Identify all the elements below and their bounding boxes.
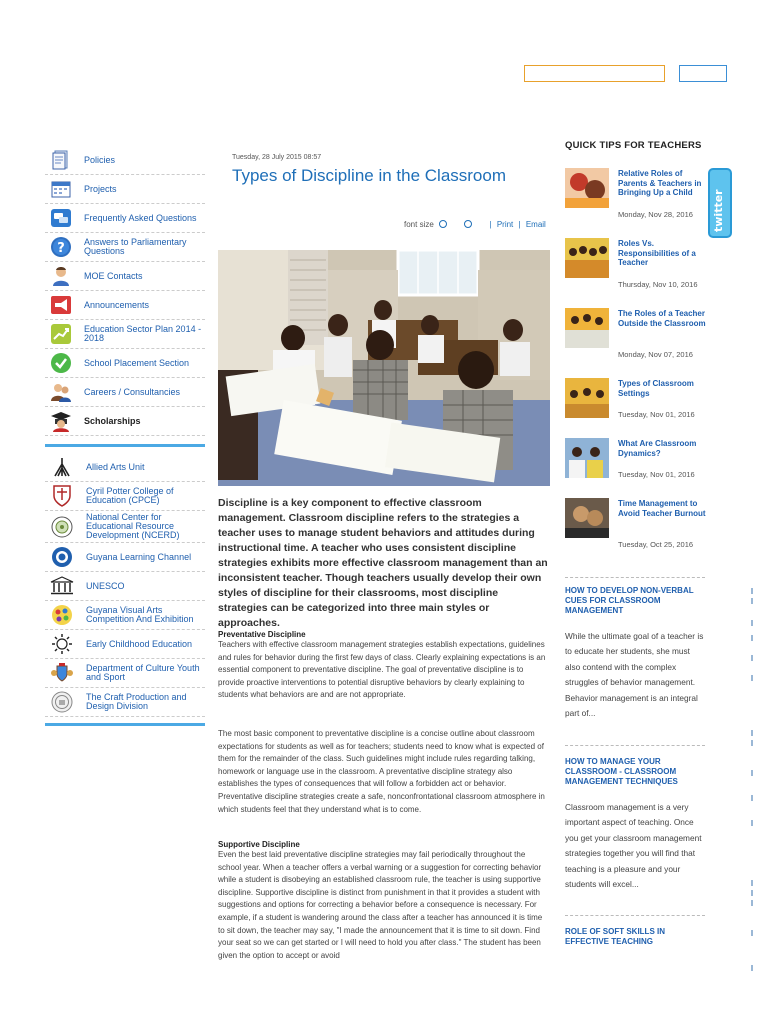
tip-date: Tuesday, Oct 25, 2016 — [618, 540, 694, 549]
unesco-temple-icon — [49, 574, 75, 598]
tip-title[interactable]: The Roles of a Teacher Outside the Classroom — [618, 309, 706, 328]
quick-tip-item[interactable] — [565, 168, 710, 228]
quick-tip-item[interactable] — [565, 438, 710, 498]
twitter-label: twitter — [712, 189, 725, 232]
tip-thumbnail — [565, 438, 609, 478]
sidebar-item-label: Frequently Asked Questions — [84, 212, 197, 223]
related-article — [565, 927, 705, 947]
section-body: Teachers with effective classroom management strategies establish expectations, guidelines and rules for behavior during the first few days of class. Clearly explaining expectations is an essential component to preventative discipline. The goal of preventative discipline is to provide proactive interventions to potential disruptive behaviors by clearly explaining to students what behaviors are and are not appropriate. — [218, 640, 546, 700]
sun-icon — [49, 632, 75, 656]
tip-date: Thursday, Nov 10, 2016 — [618, 280, 698, 289]
left-sidebar — [45, 146, 205, 726]
sidebar-item-scholarships[interactable] — [45, 407, 205, 436]
sidebar-item-label: Answers to Parliamentary Questions — [84, 237, 187, 256]
partner-glc[interactable] — [45, 543, 205, 572]
quick-tip-item[interactable] — [565, 238, 710, 298]
partner-label: Guyana Visual Arts Competition And Exhibition — [86, 605, 194, 624]
checkmark-icon — [49, 351, 73, 375]
sidebar-item-label: MOE Contacts — [84, 270, 143, 281]
twitter-tab[interactable] — [708, 168, 732, 238]
sidebar-divider — [45, 723, 205, 726]
partner-early-childhood[interactable] — [45, 630, 205, 659]
related-article-title[interactable]: HOW TO MANAGE YOUR CLASSROOM - CLASSROOM MANAGEMENT TECHNIQUES — [565, 757, 678, 786]
users-icon — [49, 380, 73, 404]
zoom-out-icon[interactable] — [439, 220, 447, 228]
partner-culture[interactable] — [45, 659, 205, 688]
svg-text:?: ? — [57, 241, 65, 256]
related-article-title[interactable]: HOW TO DEVELOP NON-VERBAL CUES FOR CLASSROOM MANAGEMENT — [565, 586, 694, 615]
search-input[interactable] — [524, 65, 665, 82]
sidebar-item-label: Careers / Consultancies — [84, 386, 181, 397]
partner-label: National Center for Educational Resource Development (NCERD) — [86, 512, 180, 540]
search-button[interactable] — [679, 65, 727, 82]
clipped-column-edge — [748, 580, 768, 1000]
tip-date: Tuesday, Nov 01, 2016 — [618, 470, 695, 479]
related-article — [565, 586, 705, 721]
quick-tip-item[interactable] — [565, 498, 710, 558]
partner-cpce[interactable] — [45, 482, 205, 511]
partner-unesco[interactable] — [45, 572, 205, 601]
sidebar-item-label: Scholarships — [84, 415, 141, 426]
coat-of-arms-icon — [49, 661, 75, 685]
tip-thumbnail — [565, 378, 609, 418]
tip-date: Monday, Nov 28, 2016 — [618, 210, 693, 219]
zoom-in-icon[interactable] — [464, 220, 472, 228]
separator: | — [489, 220, 492, 229]
divider — [565, 577, 705, 578]
sidebar-item-faq[interactable] — [45, 204, 205, 233]
partner-label: Cyril Potter College of Education (CPCE) — [86, 486, 174, 505]
document-icon — [49, 148, 73, 172]
related-article-title[interactable]: ROLE OF SOFT SKILLS IN EFFECTIVE TEACHING — [565, 927, 665, 946]
quick-tip-item[interactable] — [565, 308, 710, 368]
section-heading: Preventative Discipline — [218, 630, 306, 639]
article-section — [218, 728, 550, 816]
quick-tip-item[interactable] — [565, 378, 710, 438]
sidebar-item-parliament[interactable] — [45, 233, 205, 262]
sidebar-item-label: School Placement Section — [84, 357, 190, 368]
partner-label: Allied Arts Unit — [86, 461, 145, 472]
article-tools — [404, 220, 546, 229]
art-competition-icon — [49, 603, 75, 627]
chat-bubbles-icon — [49, 206, 73, 230]
page-title: Types of Discipline in the Classroom — [232, 166, 507, 185]
sidebar-item-policies[interactable] — [45, 146, 205, 175]
tip-thumbnail — [565, 238, 609, 278]
article-section — [218, 630, 550, 702]
separator: | — [518, 220, 521, 229]
partner-ncerd[interactable] — [45, 511, 205, 543]
divider — [565, 915, 705, 916]
sidebar-item-label: Projects — [84, 183, 117, 194]
sidebar-item-label: Policies — [84, 154, 116, 165]
partner-label: The Craft Production and Design Division — [86, 692, 187, 711]
question-icon — [49, 235, 73, 259]
partner-label: Department of Culture Youth and Sport — [86, 663, 200, 682]
tip-thumbnail — [565, 168, 609, 208]
graduate-icon — [49, 409, 73, 433]
allied-arts-logo-icon — [49, 455, 75, 479]
tip-thumbnail — [565, 498, 609, 538]
tip-title[interactable]: What Are Classroom Dynamics? — [618, 439, 697, 458]
megaphone-icon — [49, 293, 73, 317]
font-size-label: font size — [404, 220, 434, 229]
email-link[interactable]: Email — [525, 220, 546, 229]
partner-label: Early Childhood Education — [86, 638, 193, 649]
calendar-icon — [49, 177, 73, 201]
section-body: The most basic component to preventative discipline is a concise outline about classroom expectations for students as well as for teachers; students need to know what is expected of them for the remainder of the class. Such guidelines might include rules regarding talking, homework or language use in the classroom. A preventative discipline strategy also establishes the types of consequences that will follow a forbidden act or behavior. Preventative discipline strategies create a safe, nonconfrontational classroom atmosphere in which students feel that they understand what is to come. — [218, 729, 545, 814]
tip-thumbnail — [565, 308, 609, 348]
related-article-excerpt: Classroom management is a very important aspect of teaching. Once you get your classroom management strategies together you will find that teaching is a pleasure and your students will excel... — [565, 802, 702, 890]
sidebar-item-label: Announcements — [84, 299, 150, 310]
classroom-photo — [218, 250, 550, 486]
related-article — [565, 757, 705, 892]
section-body: Even the best laid preventative discipline strategies may fail periodically throughout the school year. When a teacher offers a verbal warning or a suggestion for correcting behavior while a student is disobeying an established classroom rule, the teacher is using supportive discipline. Supportive discipline is distinct from punishment in that it provides a student with suggestions and options for correcting a behavior before a consequence is necessary. For example, if a student is wandering around the class after a teacher has announced it is time to sit down, the teacher may say, "I made the announcement that it is time to sit down. Find your seat so we can get started or I will need to hold you after class." The student has been given the option to accept or avoid — [218, 850, 543, 960]
sidebar-item-placement[interactable] — [45, 349, 205, 378]
tip-title[interactable]: Types of Classroom Settings — [618, 379, 694, 398]
craft-seal-icon — [49, 690, 75, 714]
partner-label: Guyana Learning Channel — [86, 551, 192, 562]
article — [218, 154, 550, 960]
article-lead: Discipline is a key component to effective classroom management. Classroom discipline refers to the strategies a teacher uses to manage student behaviors and attitudes during instructional time. A teacher who uses consistent discipline strategies exhibits more effective classroom management than an inconsistent teacher. Though teachers usually develop their own styles of discipline for their classrooms, most discipline strategies can be categorized into three main styles or approaches. — [218, 497, 548, 629]
partner-allied-arts[interactable] — [45, 453, 205, 482]
related-article-excerpt: While the ultimate goal of a teacher is to educate her students, she must also contend with the complex struggles of behavior management. Behavior management is an integral part of... — [565, 631, 704, 719]
partner-visual-arts[interactable] — [45, 601, 205, 630]
partner-craft[interactable] — [45, 688, 205, 717]
tip-title[interactable]: Roles Vs. Responsibilities of a Teacher — [618, 239, 696, 267]
section-heading: Supportive Discipline — [218, 840, 300, 849]
tip-date: Monday, Nov 07, 2016 — [618, 350, 693, 359]
chart-icon — [49, 322, 73, 346]
ncerd-seal-icon — [49, 515, 75, 539]
article-section — [218, 840, 550, 962]
partner-label: UNESCO — [86, 580, 125, 591]
tip-title[interactable]: Relative Roles of Parents & Teachers in Bringing Up a Child — [618, 169, 702, 197]
article-date: Tuesday, 28 July 2015 08:57 — [232, 154, 322, 161]
right-sidebar — [565, 140, 710, 946]
tip-date: Tuesday, Nov 01, 2016 — [618, 410, 695, 419]
sidebar-item-announcements[interactable] — [45, 291, 205, 320]
cpce-crest-icon — [49, 484, 75, 508]
sidebar-divider — [45, 444, 205, 447]
sidebar-item-label: Education Sector Plan 2014 - 2018 — [84, 324, 202, 343]
sidebar-item-projects[interactable] — [45, 175, 205, 204]
sidebar-item-careers[interactable] — [45, 378, 205, 407]
quick-tips-heading: QUICK TIPS FOR TEACHERS — [565, 140, 702, 151]
person-icon — [49, 264, 73, 288]
tip-title[interactable]: Time Management to Avoid Teacher Burnout — [618, 499, 706, 518]
divider — [565, 745, 705, 746]
sidebar-item-sector-plan[interactable] — [45, 320, 205, 349]
print-link[interactable]: Print — [496, 220, 514, 229]
sidebar-item-contacts[interactable] — [45, 262, 205, 291]
glc-logo-icon — [49, 545, 75, 569]
